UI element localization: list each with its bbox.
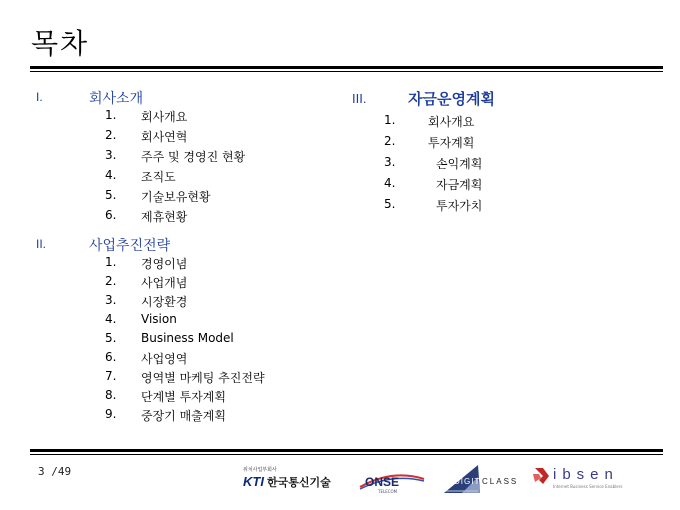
section-heading [36, 235, 336, 255]
toc-item-label: 단계별 투자계획 [141, 390, 226, 404]
toc-item-number: 5. [384, 197, 396, 211]
section-title: 자금운영계획 [408, 90, 495, 108]
toc-item-label: 중장기 매출계획 [141, 409, 226, 423]
toc-item-label: 기술보유현황 [141, 190, 211, 204]
kti-logo-tagline: 위치사업부회사 [243, 467, 277, 473]
toc-item [36, 208, 336, 228]
digital-class-logo [440, 463, 520, 495]
section-numeral: I. [36, 90, 43, 104]
toc-item [352, 113, 652, 134]
toc-item-label: 경영이념 [141, 257, 188, 271]
toc-list [36, 255, 336, 426]
toc-item-number: 1. [105, 108, 117, 122]
section-title: 사업추진전략 [89, 238, 171, 254]
toc-item [36, 148, 336, 168]
toc-item-label: 영역별 마케팅 추진전략 [141, 371, 265, 385]
toc-item-label: 조직도 [141, 170, 176, 184]
toc-item [36, 369, 336, 388]
toc-item-label: 투자가치 [436, 199, 483, 213]
section-numeral: III. [352, 91, 367, 106]
toc-item-number: 1. [105, 255, 117, 269]
toc-item-number: 8. [105, 388, 117, 402]
digital-class-word2: CLASS [482, 477, 519, 486]
toc-item-number: 4. [105, 312, 117, 326]
toc-item [36, 128, 336, 148]
toc-item [36, 293, 336, 312]
toc-item-number: 6. [105, 208, 117, 222]
toc-item-number: 2. [105, 274, 117, 288]
toc-item [352, 197, 652, 218]
toc-item [352, 155, 652, 176]
ibsen-mark-icon [531, 464, 553, 486]
toc-item-number: 9. [105, 407, 117, 421]
toc-item [36, 274, 336, 293]
toc-item-label: 자금계획 [436, 178, 483, 192]
toc-item [36, 312, 336, 331]
onse-logo [356, 467, 428, 495]
toc-item-label: Vision [141, 312, 177, 326]
toc-item-label: 회사연혁 [141, 130, 188, 144]
kti-company-name: 한국통신기술 [266, 477, 331, 489]
toc-item [36, 350, 336, 369]
section-heading [352, 88, 652, 113]
toc-item-number: 6. [105, 350, 117, 364]
toc-item-number: 5. [105, 188, 117, 202]
onse-subtitle: TELECOM [378, 489, 398, 494]
section-numeral: II. [36, 237, 47, 251]
toc-item-number: 5. [105, 331, 117, 345]
section-fund-plan [352, 88, 652, 218]
toc-item-label: 주주 및 경영진 현황 [141, 150, 246, 164]
toc-item-label: 시장환경 [141, 295, 188, 309]
toc-item-number: 2. [105, 128, 117, 142]
toc-list [36, 108, 336, 228]
toc-item-label: 사업영역 [141, 352, 188, 366]
section-company-intro [36, 88, 336, 228]
toc-item [36, 331, 336, 350]
toc-item-label: 손익계획 [436, 157, 483, 171]
toc-item-label: 제휴현황 [141, 210, 188, 224]
section-business-strategy [36, 235, 336, 426]
onse-wordmark: ONSE [365, 475, 400, 489]
toc-item [352, 134, 652, 155]
toc-item-label: 회사개요 [141, 110, 188, 124]
toc-item-label: 투자계획 [428, 136, 475, 150]
section-title: 회사소개 [89, 91, 144, 107]
kti-logo-wordmark [243, 474, 331, 490]
toc-item [36, 108, 336, 128]
toc-item-number: 3. [105, 293, 117, 307]
section-heading [36, 88, 336, 108]
toc-item-label: 회사개요 [428, 115, 475, 129]
toc-item-label: Business Model [141, 331, 234, 345]
toc-item-number: 1. [384, 113, 396, 127]
toc-list [352, 113, 652, 218]
ibsen-wordmark: ibsen [553, 466, 619, 483]
toc-item [36, 188, 336, 208]
toc-item-number: 7. [105, 369, 117, 383]
toc-item [36, 168, 336, 188]
page-number: 3 /49 [38, 465, 72, 478]
toc-item-number: 3. [105, 148, 117, 162]
toc-item-number: 2. [384, 134, 396, 148]
toc-item [36, 407, 336, 426]
toc-item-label: 사업개념 [141, 276, 188, 290]
bottom-rule-thin [30, 454, 663, 455]
toc-item [36, 255, 336, 274]
toc-item [36, 388, 336, 407]
top-rule-thick [30, 66, 663, 69]
kti-brand: KTI [243, 474, 264, 489]
ibsen-subtitle: Internet Business Service Enablers [553, 484, 623, 489]
top-rule-thin [30, 71, 663, 72]
toc-item-number: 4. [384, 176, 396, 190]
digital-class-word1: DIGITAL [454, 477, 492, 486]
bottom-rule-thick [30, 449, 663, 452]
toc-item [352, 176, 652, 197]
slide-title: 목차 [31, 27, 90, 60]
toc-item-number: 3. [384, 155, 396, 169]
ibsen-logo [531, 462, 641, 496]
kti-logo [243, 466, 343, 494]
toc-item-number: 4. [105, 168, 117, 182]
